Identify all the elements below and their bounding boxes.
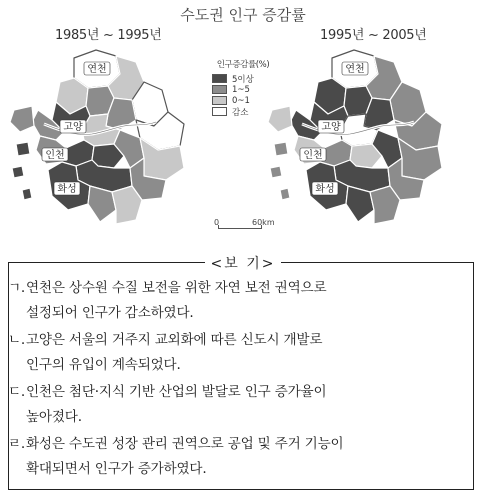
legend bbox=[212, 58, 274, 117]
map-1985-1995 bbox=[4, 40, 224, 240]
label-yeoncheon-right: 연천 bbox=[345, 64, 365, 75]
legend-title: 인구증감률(%) bbox=[216, 60, 270, 70]
option-item bbox=[8, 380, 474, 430]
option-marker: ㄱ. bbox=[8, 280, 26, 296]
legend-item bbox=[212, 84, 274, 95]
option-item bbox=[8, 276, 474, 326]
region-islands bbox=[12, 142, 32, 200]
region-islands bbox=[270, 142, 290, 200]
legend-label: 5이상 bbox=[232, 74, 254, 85]
map-1995-2005 bbox=[262, 40, 482, 240]
options-heading: <보 기> bbox=[205, 256, 282, 272]
region-osan-pyeongtaek bbox=[88, 186, 116, 222]
period-label-right: 1995년 ~ 2005년 bbox=[320, 28, 427, 43]
legend-swatch bbox=[212, 107, 227, 116]
option-item bbox=[8, 328, 474, 378]
label-goyang-right: 고양 bbox=[321, 122, 341, 133]
option-marker: ㄷ. bbox=[8, 384, 26, 400]
legend-item bbox=[212, 95, 274, 106]
legend-label: 1~5 bbox=[232, 84, 250, 95]
option-line: 확대되면서 인구가 증가하였다. bbox=[26, 461, 207, 477]
region-osan-pyeongtaek bbox=[346, 186, 374, 222]
scale-end: 60km bbox=[252, 218, 275, 227]
option-line: 연천은 상수원 수질 보전을 위한 자연 보전 권역으로 bbox=[26, 280, 327, 296]
option-line: 설정되어 인구가 감소하였다. bbox=[26, 305, 194, 321]
legend-label: 0~1 bbox=[232, 95, 250, 106]
figure-title: 수도권 인구 증감률 bbox=[180, 6, 306, 24]
legend-label: 감소 bbox=[232, 107, 249, 118]
label-hwaseong-right: 화성 bbox=[315, 184, 335, 195]
label-yeoncheon-left: 연천 bbox=[87, 64, 107, 75]
label-incheon-right: 인천 bbox=[303, 150, 323, 161]
label-goyang-left: 고양 bbox=[63, 122, 83, 133]
option-line: 인구의 유입이 계속되었다. bbox=[26, 357, 181, 373]
region-ganghwa bbox=[10, 106, 34, 132]
option-line: 높아졌다. bbox=[26, 409, 82, 425]
option-line: 고양은 서울의 거주지 교외화에 따른 신도시 개발로 bbox=[26, 332, 323, 348]
legend-swatch bbox=[212, 74, 227, 83]
scale-start: 0 bbox=[214, 218, 220, 227]
period-label-left: 1985년 ~ 1995년 bbox=[55, 28, 162, 43]
legend-item bbox=[212, 106, 274, 117]
legend-swatch bbox=[212, 85, 227, 94]
option-marker: ㄴ. bbox=[8, 332, 26, 348]
option-line: 화성은 수도권 성장 관리 권역으로 공업 및 주거 기능이 bbox=[26, 436, 344, 452]
option-line: 인천은 첨단·지식 기반 산업의 발달로 인구 증가율이 bbox=[26, 384, 327, 400]
option-marker: ㄹ. bbox=[8, 436, 26, 452]
label-hwaseong-left: 화성 bbox=[57, 184, 77, 195]
label-incheon-left: 인천 bbox=[45, 150, 65, 161]
scale-bar bbox=[214, 218, 275, 236]
legend-item bbox=[212, 73, 274, 84]
legend-swatch bbox=[212, 96, 227, 105]
option-item bbox=[8, 432, 474, 482]
